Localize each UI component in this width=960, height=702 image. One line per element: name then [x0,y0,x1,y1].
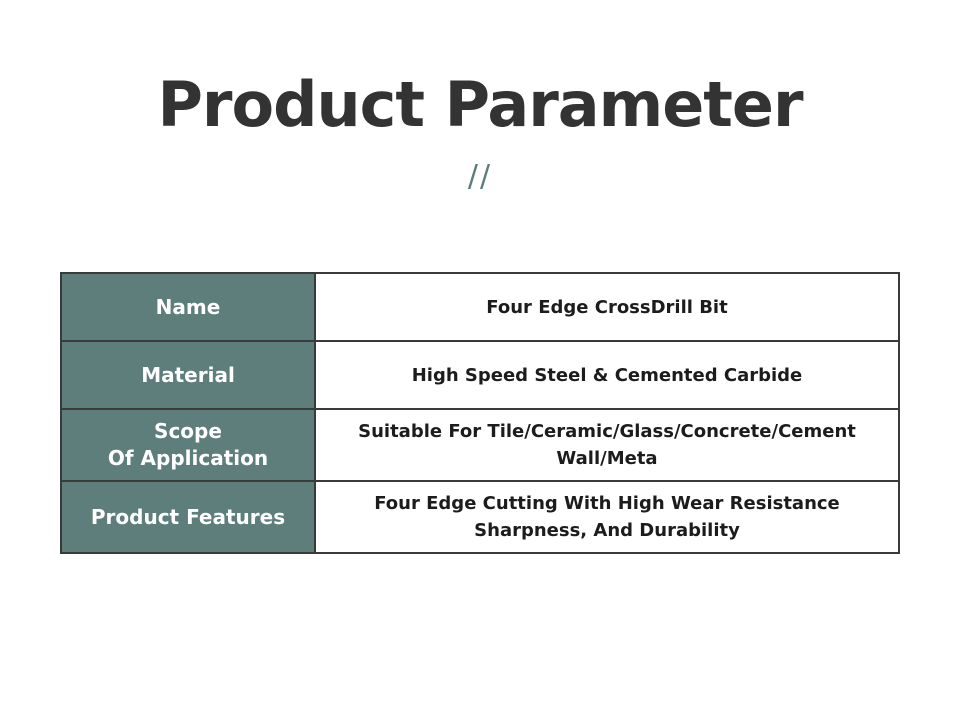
value-line: Four Edge Cutting With High Wear Resistance [374,493,840,514]
label-line: Material [141,362,235,387]
table-row [61,341,899,409]
value-line: Wall/Meta [556,448,658,469]
page-title: Product Parameter [157,68,803,141]
row-label-product-features [61,481,315,553]
parameter-table [60,272,900,554]
label-line: Name [155,294,221,319]
row-value-name [315,273,899,341]
label-line: Of Application [107,446,269,470]
value-line: Four Edge CrossDrill Bit [486,296,728,318]
row-value-material [315,341,899,409]
title-divider-mark: // [467,159,493,195]
table-row [61,481,899,553]
value-line: Sharpness, And Durability [474,520,740,541]
table-row [61,273,899,341]
table-row [61,409,899,481]
row-value-product-features [315,481,899,553]
parameter-table-container [60,272,900,554]
row-label-scope-of-application [61,409,315,481]
label-line: Product Features [90,504,286,529]
row-label-name [61,273,315,341]
row-label-material [61,341,315,409]
value-line: High Speed Steel & Cemented Carbide [411,364,803,386]
label-line: Scope [154,419,222,443]
value-line: Suitable For Tile/Ceramic/Glass/Concrete/Cement [358,421,856,442]
row-value-scope-of-application [315,409,899,481]
